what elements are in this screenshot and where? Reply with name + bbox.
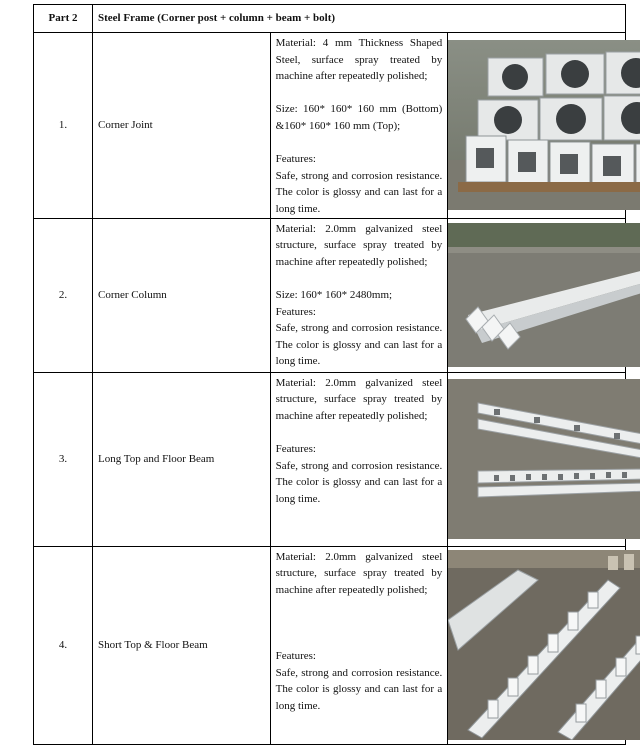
row-name: Corner Column — [93, 218, 271, 372]
short-beam-photo — [448, 550, 640, 740]
table-header-row — [34, 5, 626, 33]
row-description — [270, 218, 448, 372]
desc-features-label: Features: — [275, 305, 316, 318]
desc-features: Safe, strong and corrosion resistance. The color is glossy and can last for a long time. — [275, 666, 443, 712]
table-row — [34, 218, 626, 372]
row-description — [270, 372, 448, 546]
row-name: Long Top and Floor Beam — [93, 372, 271, 546]
header-title: Steel Frame (Corner post + column + beam + bolt) — [93, 5, 626, 33]
desc-features: Safe, strong and corrosion resistance. The color is glossy and can last for a long time. — [275, 169, 443, 215]
desc-material: Material: 4 mm Thickness Shaped Steel, surface spray treated by machine after repeatedly polished; — [275, 37, 443, 83]
table-row — [34, 372, 626, 546]
desc-size: Size: 160* 160* 160 mm (Bottom) &160* 160* 160 mm (Top); — [275, 103, 443, 132]
photo-cell — [448, 546, 626, 744]
corner-column-photo — [448, 223, 640, 367]
table-row — [34, 546, 626, 744]
row-description — [270, 546, 448, 744]
desc-size: Size: 160* 160* 2480mm; — [275, 288, 393, 301]
header-part: Part 2 — [34, 5, 93, 33]
long-beam-photo — [448, 379, 640, 539]
desc-material: Material: 2.0mm galvanized steel structure, surface spray treated by machine after repeatedly polished; — [275, 376, 443, 422]
desc-features-label: Features: — [275, 153, 316, 166]
corner-joint-photo — [448, 40, 640, 210]
row-number: 2. — [34, 218, 93, 372]
desc-material: Material: 2.0mm galvanized steel structure, surface spray treated by machine after repeatedly polished; — [275, 550, 443, 596]
row-description — [270, 33, 448, 219]
table-row — [34, 33, 626, 219]
desc-features-label: Features: — [275, 442, 316, 455]
row-name: Corner Joint — [93, 33, 271, 219]
photo-cell — [448, 218, 626, 372]
desc-features: Safe, strong and corrosion resistance. The color is glossy and can last for a long time. — [275, 459, 443, 505]
row-number: 1. — [34, 33, 93, 219]
desc-features: Safe, strong and corrosion resistance. The color is glossy and can last for a long time. — [275, 322, 443, 368]
photo-cell — [448, 33, 626, 219]
spec-table — [33, 4, 626, 745]
desc-material: Material: 2.0mm galvanized steel structure, surface spray treated by machine after repeatedly polished; — [275, 222, 443, 268]
desc-features-label: Features: — [275, 650, 316, 663]
row-name: Short Top & Floor Beam — [93, 546, 271, 744]
row-number: 3. — [34, 372, 93, 546]
row-number: 4. — [34, 546, 93, 744]
photo-cell — [448, 372, 626, 546]
